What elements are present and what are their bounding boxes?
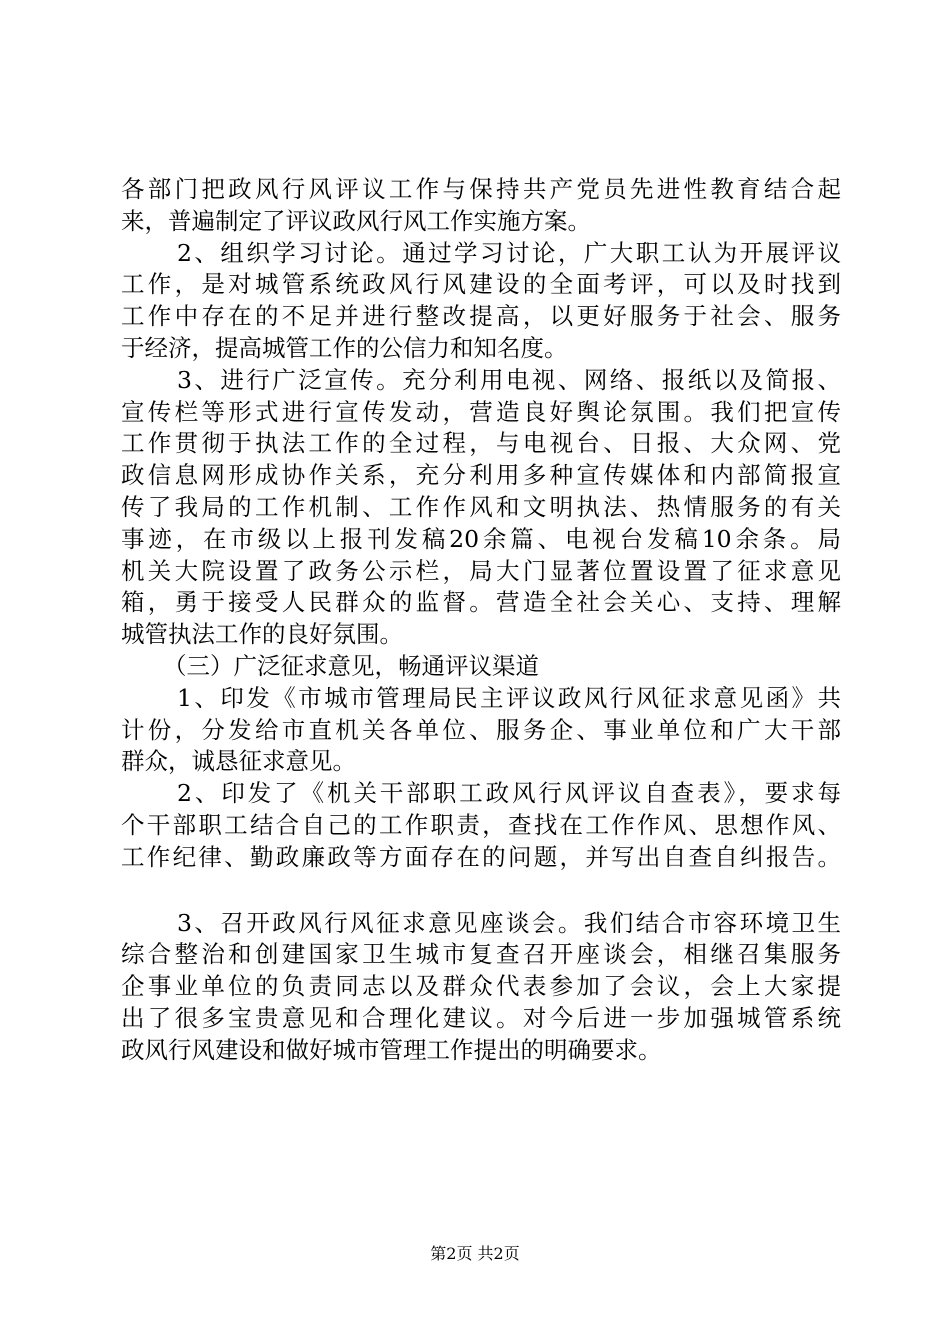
body-text-line: 群众，诚恳征求意见。: [121, 747, 356, 776]
body-text-line: 城管执法工作的良好氛围。: [121, 620, 403, 649]
body-text-line: 政信息网形成协作关系，充分利用多种宣传媒体和内部简报宣: [121, 461, 841, 490]
body-text-line: 1、印发《市城市管理局民主评议政风行风征求意见函》共: [177, 683, 841, 712]
page-footer: 第2页 共2页: [430, 1244, 520, 1263]
body-text-line: 综合整治和创建国家卫生城市复查召开座谈会，相继召集服务: [121, 940, 841, 969]
body-text-line: 机关大院设置了政务公示栏，局大门显著位置设置了征求意见: [121, 556, 841, 585]
body-text-line: 各部门把政风行风评议工作与保持共产党员先进性教育结合起: [121, 175, 841, 203]
body-text-line: 工作纪律、勤政廉政等方面存在的问题，并写出自查自纠报告。: [121, 842, 841, 871]
body-text-line: 2、组织学习讨论。通过学习讨论，广大职工认为开展评议: [177, 238, 841, 267]
body-text-line: 宣传栏等形式进行宣传发动，营造良好舆论氛围。我们把宣传: [121, 397, 841, 426]
body-text-line: 于经济，提高城管工作的公信力和知名度。: [121, 333, 568, 362]
document-body: [121, 174, 841, 1067]
body-text-line: 工作贯彻于执法工作的全过程，与电视台、日报、大众网、党: [121, 429, 841, 458]
section-heading: （三）广泛征求意见，畅通评议渠道: [163, 651, 539, 680]
body-text-line: 2、印发了《机关干部职工政风行风评议自查表》，要求每: [177, 779, 841, 808]
body-text-line: 工作，是对城管系统政风行风建设的全面考评，可以及时找到: [121, 270, 841, 299]
body-text-line: 3、召开政风行风征求意见座谈会。我们结合市容环境卫生: [177, 908, 841, 937]
body-text-line: 箱，勇于接受人民群众的监督。营造全社会关心、支持、理解: [121, 588, 841, 617]
body-text-line: 来，普遍制定了评议政风行风工作实施方案。: [121, 206, 591, 235]
body-text-line: 3、进行广泛宣传。充分利用电视、网络、报纸以及简报、: [177, 365, 841, 394]
body-text-line: 计份，分发给市直机关各单位、服务企、事业单位和广大干部: [121, 715, 841, 744]
body-text-line: 企事业单位的负责同志以及群众代表参加了会议，会上大家提: [121, 972, 841, 1001]
body-text-line: 工作中存在的不足并进行整改提高，以更好服务于社会、服务: [121, 302, 841, 331]
body-text-line: 政风行风建设和做好城市管理工作提出的明确要求。: [121, 1035, 662, 1064]
body-text-line: 个干部职工结合自己的工作职责，查找在工作作风、思想作风、: [121, 810, 841, 839]
body-text-line: 事迹，在市级以上报刊发稿20余篇、电视台发稿10余条。局: [121, 524, 841, 553]
paragraph-gap: [121, 874, 841, 908]
body-text-line: 出了很多宝贵意见和合理化建议。对今后进一步加强城管系统: [121, 1003, 841, 1032]
body-text-line: 传了我局的工作机制、工作作风和文明执法、热情服务的有关: [121, 492, 841, 521]
